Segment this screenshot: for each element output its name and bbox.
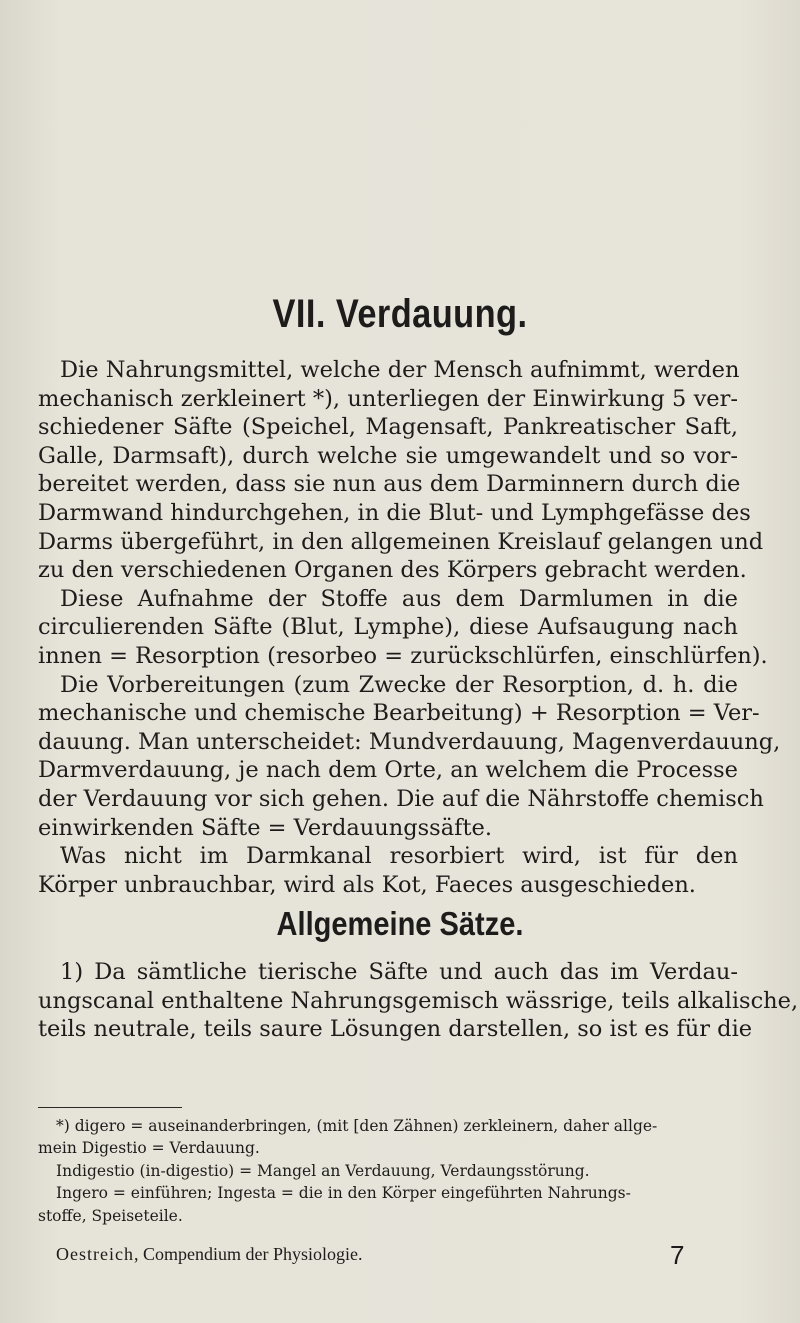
text-line: Diese Aufnahme der Stoffe aus dem Darmlumen in die xyxy=(60,585,738,612)
footnote-line: mein Digestio = Verdauung. xyxy=(38,1139,260,1158)
text-line: schiedener Säfte (Speichel, Magensaft, Pankreatischer Saft, xyxy=(38,414,738,441)
section-paragraph xyxy=(38,958,799,1044)
text-line: der Verdauung vor sich gehen. Die auf die Nährstoffe chemisch xyxy=(38,785,764,812)
text-line: Darmverdauung, je nach dem Orte, an welchem die Processe xyxy=(38,757,738,784)
text-line: zu den verschiedenen Organen des Körpers gebracht werden. xyxy=(38,557,747,584)
text-line: mechanische und chemische Bearbeitung) + Resorption = Ver- xyxy=(38,700,760,727)
text-line: Körper unbrauchbar, wird als Kot, Faeces ausgeschieden. xyxy=(38,871,696,898)
intro-paragraph xyxy=(38,356,781,899)
text-line: teils neutrale, teils saure Lösungen darstellen, so ist es für die xyxy=(38,1016,753,1043)
text-line: Die Vorbereitungen (zum Zwecke der Resorption, d. h. die xyxy=(60,671,738,698)
footer-author: Oestreich xyxy=(56,1244,134,1264)
text-line: Was nicht im Darmkanal resorbiert wird, ist für den xyxy=(60,843,738,870)
page-number: 7 xyxy=(670,1240,685,1270)
text-line: Darms übergeführt, in den allgemeinen Kreislauf gelangen und xyxy=(38,528,764,555)
text-line: Darmwand hindurchgehen, in die Blut- und Lymphgefässe des xyxy=(38,499,751,526)
footnote-line: stoffe, Speiseteile. xyxy=(38,1206,183,1225)
text-line: circulierenden Säfte (Blut, Lymphe), diese Aufsaugung nach xyxy=(38,614,738,641)
footnote-line: Ingero = einführen; Ingesta = die in den Körper eingeführten Nahrungs- xyxy=(56,1184,631,1203)
footer-book-title: , Compendium der Physiologie. xyxy=(133,1244,363,1264)
text-line: bereitet werden, dass sie nun aus dem Darminnern durch die xyxy=(38,471,741,498)
text-line: mechanisch zerkleinert *), unterliegen der Einwirkung 5 ver- xyxy=(38,385,738,412)
page-footer xyxy=(56,1240,736,1270)
text-line: einwirkenden Säfte = Verdauungssäfte. xyxy=(38,814,492,841)
text-line: innen = Resorption (resorbeo = zurückschlürfen, einschlürfen). xyxy=(38,642,768,669)
text-line: Die Nahrungsmittel, welche der Mensch aufnimmt, werden xyxy=(60,357,740,383)
chapter-title: VII. Verdauung. xyxy=(272,292,528,336)
text-line: 1) Da sämtliche tierische Säfte und auch das im Verdau- xyxy=(60,959,738,985)
footnote-line: Indigestio (in-digestio) = Mangel an Verdauung, Verdaungsstörung. xyxy=(56,1161,590,1180)
footnote-divider xyxy=(38,1107,182,1108)
footnotes xyxy=(38,1115,738,1227)
text-line: dauung. Man unterscheidet: Mundverdauung, Magenverdauung, xyxy=(38,728,781,755)
footnote-line: *) digero = auseinanderbringen, (mit [den Zähnen) zerkleinern, daher allge- xyxy=(56,1117,658,1135)
section-title: Allgemeine Sätze. xyxy=(276,905,524,942)
text-line: Galle, Darmsaft), durch welche sie umgewandelt und so vor- xyxy=(38,442,738,469)
text-line: ungscanal enthaltene Nahrungsgemisch wässrige, teils alkalische, xyxy=(38,987,799,1014)
